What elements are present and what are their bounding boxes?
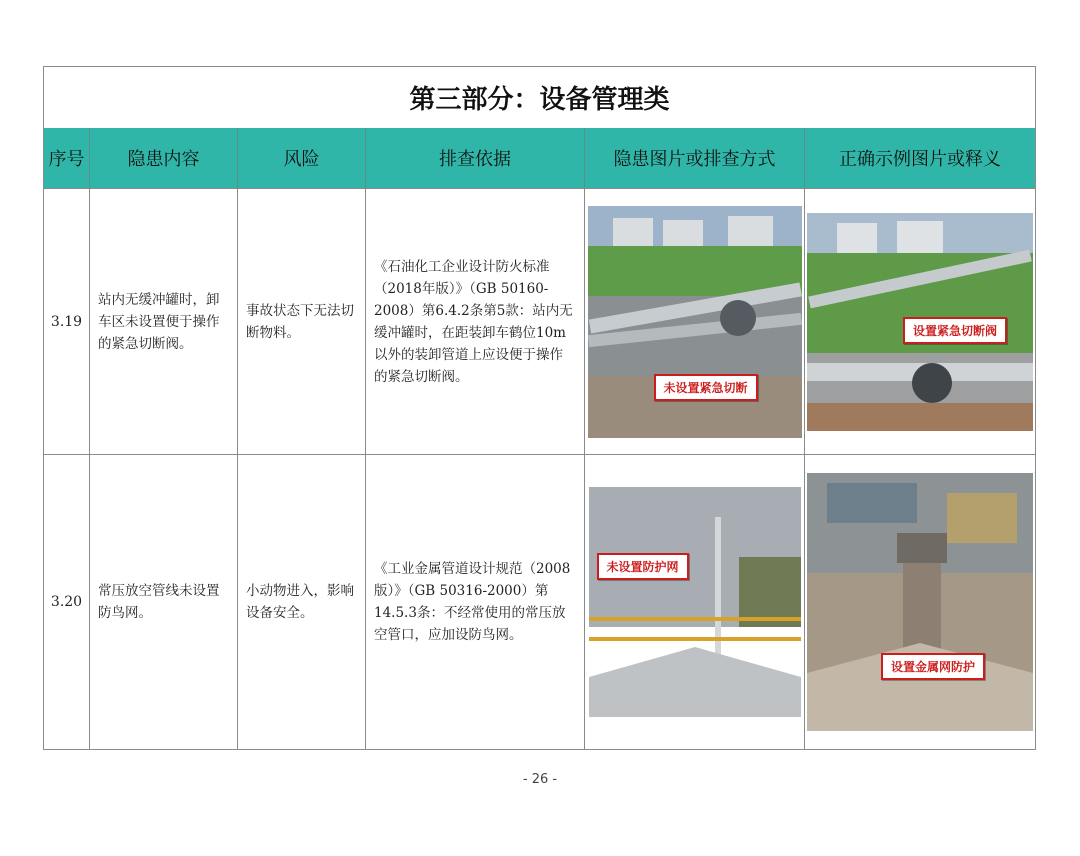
row-basis: 《石油化工企业设计防火标准（2018年版）》（GB 50160-2008）第6.4.2条第5款：站内无缓冲罐时，在距装卸车鹤位10m以外的装卸管道上应设便于操作的紧急切断阀。 [374, 258, 573, 385]
header-row [44, 128, 1035, 189]
hazard-callout: 未设置防护网 [597, 553, 689, 580]
page-number: - 26 - [522, 772, 558, 787]
hazard-photo [589, 487, 801, 717]
pipeline-photo-icon [588, 206, 802, 438]
row-risk: 小动物进入，影响设备安全。 [246, 583, 354, 621]
row-seq: 3.20 [50, 594, 83, 610]
correct-photo [807, 213, 1033, 431]
correct-callout: 设置金属网防护 [881, 653, 985, 680]
header-hazard-photo: 隐患图片或排查方式 [585, 128, 805, 188]
table-title: 第三部分：设备管理类 [44, 67, 1035, 129]
vent-pipe-photo-icon [589, 487, 801, 717]
mesh-cap-photo-icon [807, 473, 1033, 731]
header-basis: 排查依据 [366, 128, 585, 188]
header-hazard: 隐患内容 [90, 128, 238, 188]
table-row [44, 455, 1035, 749]
header-risk: 风险 [238, 128, 366, 188]
row-risk: 事故状态下无法切断物料。 [246, 302, 354, 341]
hazard-table [43, 66, 1036, 750]
row-seq: 3.19 [50, 313, 83, 330]
header-correct-photo: 正确示例图片或释义 [839, 149, 1001, 170]
table-row [44, 189, 1035, 455]
hazard-callout: 未设置紧急切断 [654, 374, 758, 401]
header-seq: 序号 [44, 128, 90, 188]
row-basis: 《工业金属管道设计规范（2008版）》（GB 50316-2000）第14.5.3条：不经常使用的常压放空管口，应加设防鸟网。 [374, 561, 571, 643]
correct-callout: 设置紧急切断阀 [903, 317, 1007, 344]
correct-photo [807, 473, 1033, 731]
hazard-photo [588, 206, 802, 438]
row-hazard: 常压放空管线未设置防鸟网。 [98, 583, 220, 621]
row-hazard: 站内无缓冲罐时，卸车区未设置便于操作的紧急切断阀。 [98, 291, 220, 352]
